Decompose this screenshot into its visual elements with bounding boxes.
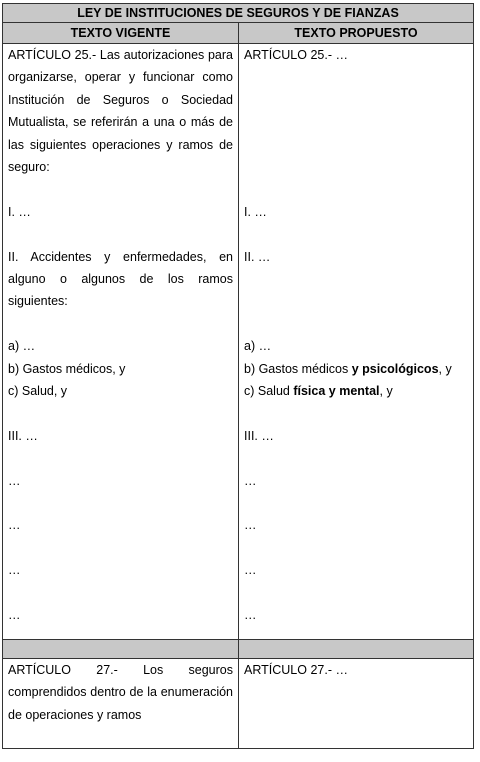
art25-propuesto-inc-b — [244, 358, 468, 380]
article-27-propuesto-cell — [239, 659, 474, 749]
art25-propuesto-ellipsis-3: … — [244, 563, 257, 578]
spacer — [8, 402, 233, 424]
spacer — [244, 156, 468, 178]
spacer — [244, 178, 468, 200]
spacer — [244, 537, 468, 559]
inc-b-added-text: y psicológicos — [351, 361, 439, 376]
spacer — [8, 223, 233, 245]
spacer — [244, 582, 468, 604]
table-title-row — [3, 4, 474, 23]
comparison-table — [2, 3, 474, 749]
art25-vigente-ellipsis-3: … — [8, 563, 21, 578]
article-25-row — [3, 44, 474, 640]
inc-c-added-text: física y mental — [293, 383, 380, 398]
separator-cell-left — [3, 640, 239, 659]
separator-row — [3, 640, 474, 659]
art25-propuesto-frac-ii: II. … — [244, 249, 271, 264]
art25-vigente-inc-b: b) Gastos médicos, y — [8, 361, 126, 376]
art25-vigente-frac-ii: II. Accidentes y enfermedades, en alguno o algunos de los ramos siguientes: — [8, 249, 233, 309]
spacer — [8, 537, 233, 559]
header-texto-propuesto: TEXTO PROPUESTO — [239, 23, 474, 44]
spacer — [244, 290, 468, 312]
spacer — [8, 313, 233, 335]
spacer — [244, 223, 468, 245]
art25-vigente-ellipsis-4: … — [8, 608, 21, 623]
art25-vigente-ellipsis-1: … — [8, 473, 21, 488]
art25-propuesto-ellipsis-4: … — [244, 607, 257, 622]
column-header-row — [3, 23, 474, 44]
art25-vigente-intro: ARTÍCULO 25.- Las autorizaciones para organizarse, operar y funcionar como Institución de Seguros o Sociedad Mutualista, se referirán a una o más de las siguientes operaciones y ramos de seguro: — [8, 48, 233, 175]
header-texto-vigente: TEXTO VIGENTE — [3, 23, 239, 44]
art25-vigente-inc-c: c) Salud, y — [8, 384, 68, 399]
inc-c-text: c) Salud — [244, 383, 294, 398]
art25-vigente-ellipsis-2: … — [8, 518, 21, 533]
table-title: LEY DE INSTITUCIONES DE SEGUROS Y DE FIANZAS — [3, 4, 474, 23]
art25-propuesto-intro: ARTÍCULO 25.- … — [244, 48, 348, 62]
art25-propuesto-frac-iii: III. … — [244, 428, 274, 443]
inc-b-text: b) Gastos médicos — [244, 361, 352, 376]
art25-propuesto-ellipsis-1: … — [244, 473, 257, 488]
spacer — [8, 447, 233, 469]
spacer — [244, 66, 468, 88]
spacer — [244, 492, 468, 514]
spacer — [244, 111, 468, 133]
article-25-propuesto-cell — [239, 44, 474, 640]
art25-propuesto-ellipsis-2: … — [244, 518, 257, 533]
article-25-vigente-cell — [3, 44, 239, 640]
spacer — [244, 89, 468, 111]
spacer — [8, 582, 233, 604]
spacer — [244, 134, 468, 156]
art25-propuesto-inc-c — [244, 380, 468, 402]
separator-cell-right — [239, 640, 474, 659]
art25-vigente-frac-iii: III. … — [8, 428, 38, 443]
article-27-row — [3, 659, 474, 749]
art25-propuesto-frac-i: I. … — [244, 204, 267, 219]
art25-propuesto-inc-a: a) … — [244, 339, 272, 354]
inc-b-text-end: , y — [438, 361, 452, 376]
inc-c-text-end: , y — [379, 383, 393, 398]
spacer — [244, 268, 468, 290]
spacer — [8, 492, 233, 514]
art25-vigente-inc-a: a) … — [8, 339, 36, 354]
art27-vigente-text: ARTÍCULO 27.- Los seguros comprendidos dentro de la enumeración de operaciones y ramos — [8, 663, 233, 722]
spacer — [8, 178, 233, 200]
art25-vigente-frac-i: I. … — [8, 204, 31, 219]
article-27-vigente-cell — [3, 659, 239, 749]
spacer — [244, 447, 468, 469]
spacer — [244, 313, 468, 335]
art27-propuesto-text: ARTÍCULO 27.- … — [244, 663, 348, 677]
spacer — [244, 402, 468, 424]
